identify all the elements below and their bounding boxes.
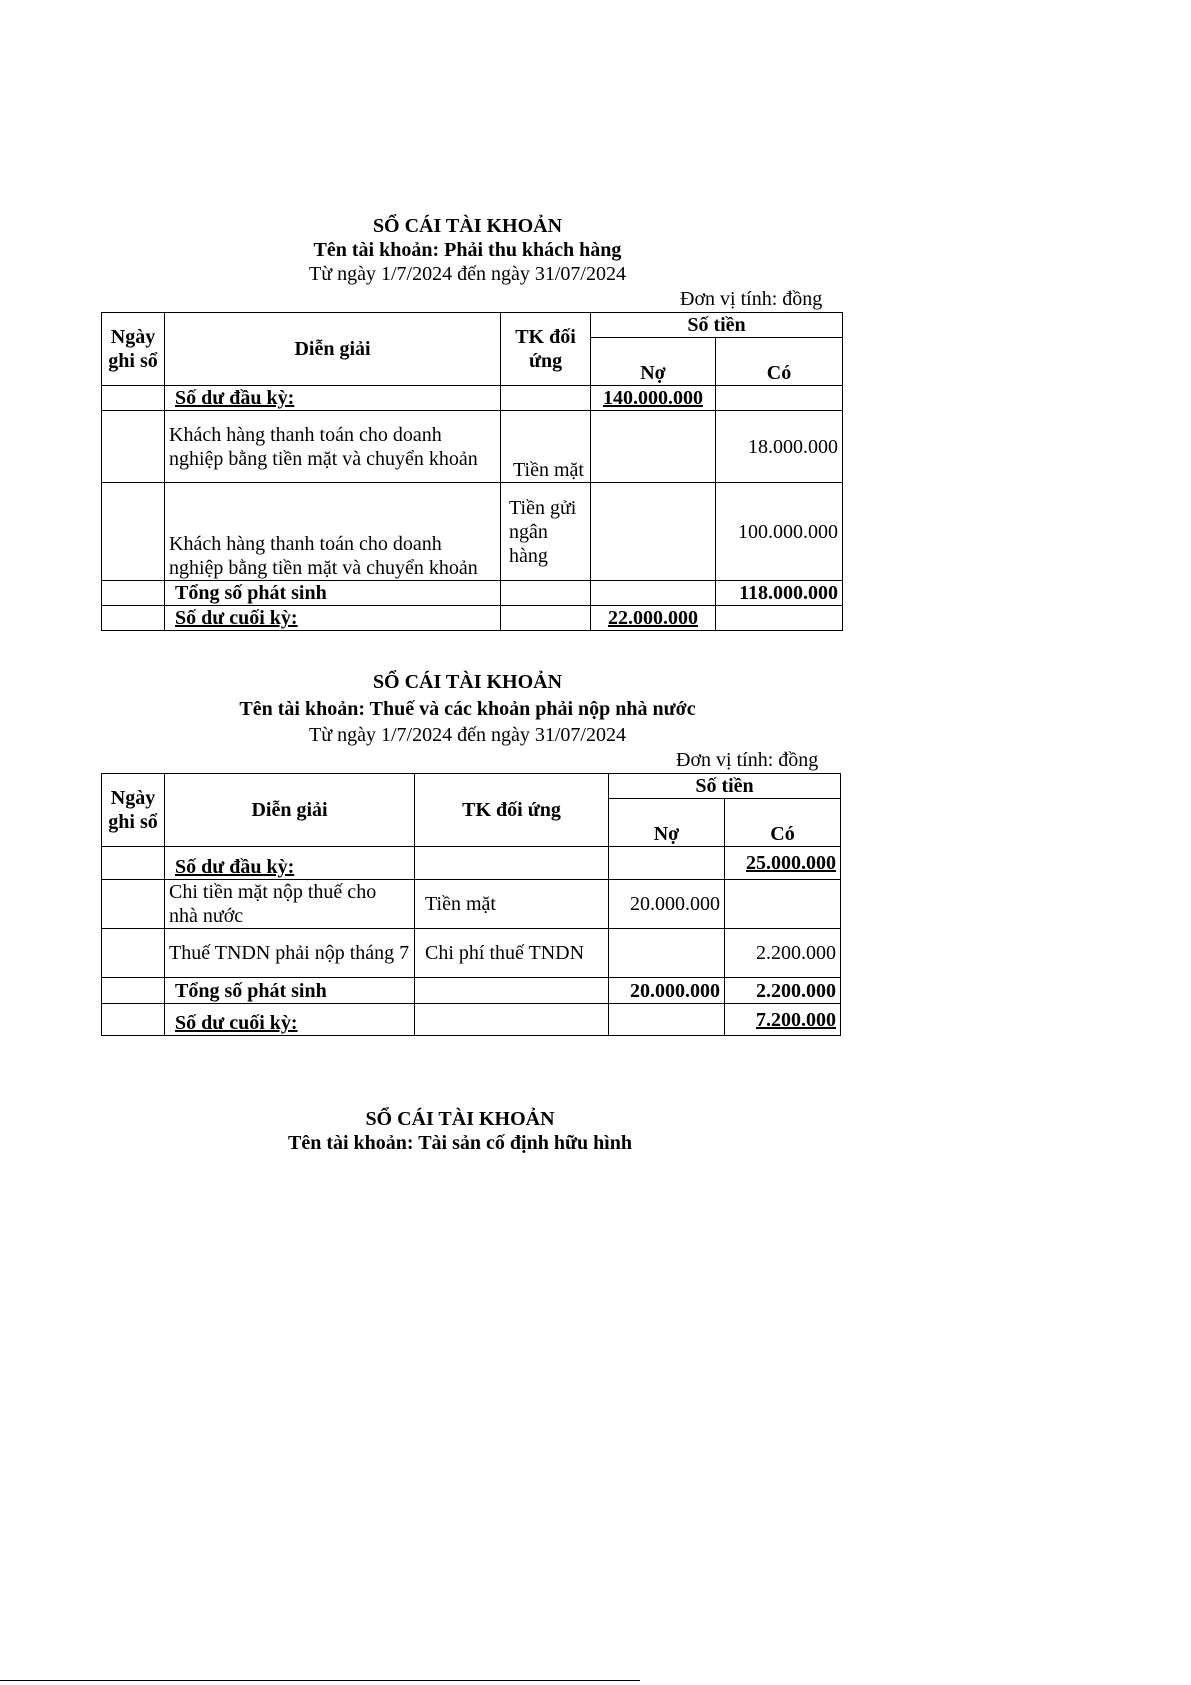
ledger2-row-counter-account: Chi phí thuế TNDN [415,929,609,978]
ledger2-unit: Đơn vị tính: đồng [676,749,819,771]
ledger2-opening-row [102,847,841,880]
ledger1-total-label: Tổng số phát sinh [165,581,501,606]
ledger1-header-amount: Số tiền [591,313,843,338]
ledger2-total-label: Tổng số phát sinh [165,978,415,1004]
ledger1-row-debit [591,483,716,581]
ledger2-period: Từ ngày 1/7/2024 đến ngày 31/07/2024 [309,724,626,746]
ledger1-closing-row [102,606,843,631]
ledger2-table [101,773,841,1036]
ledger2-row-credit: 2.200.000 [725,929,841,978]
ledger2-closing-row [102,1004,841,1036]
ledger1-opening-label: Số dư đầu kỳ: [165,386,501,411]
ledger1-row-counter-account: Tiền mặt [501,411,591,483]
ledger2-header-description: Diễn giải [165,774,415,847]
ledger1-closing-label: Số dư cuối kỳ: [165,606,501,631]
ledger1-period: Từ ngày 1/7/2024 đến ngày 31/07/2024 [309,263,626,285]
ledger1-closing-debit: 22.000.000 [591,606,716,631]
ledger1-opening-credit [716,386,843,411]
ledger1-table [101,312,843,631]
ledger1-header-description: Diễn giải [165,313,501,386]
ledger1-header-counter-account: TK đối ứng [501,313,591,386]
ledger2-row-debit [609,929,725,978]
ledger2-row-counter-account: Tiền mặt [415,880,609,929]
ledger2-title: SỔ CÁI TÀI KHOẢN [372,671,563,693]
ledger1-header-debit: Nợ [591,338,716,386]
table-row [102,880,841,929]
ledger1-row-description: Khách hàng thanh toán cho doanh nghiệp bằng tiền mặt và chuyển khoản [165,411,501,483]
ledger2-header-amount: Số tiền [609,774,841,799]
ledger2-opening-label: Số dư đầu kỳ: [165,847,415,880]
table-row [102,411,843,483]
ledger2-closing-label: Số dư cuối kỳ: [165,1004,415,1036]
ledger2-header-date: Ngày ghi sổ [102,774,165,847]
ledger1-opening-debit: 140.000.000 [591,386,716,411]
ledger2-row-description: Thuế TNDN phải nộp tháng 7 [165,929,415,978]
ledger1-row-credit: 18.000.000 [716,411,843,483]
ledger2-account-name: Tên tài khoản: Thuế và các khoản phải nộp nhà nước [239,698,696,720]
ledger2-row-description: Chi tiền mặt nộp thuế cho nhà nước [165,880,415,929]
ledger1-closing-credit [716,606,843,631]
ledger2-header-debit: Nợ [609,799,725,847]
ledger1-total-debit [591,581,716,606]
ledger2-opening-credit: 25.000.000 [725,847,841,880]
ledger2-header-credit: Có [725,799,841,847]
ledger2-total-credit: 2.200.000 [725,978,841,1004]
ledger2-row-debit: 20.000.000 [609,880,725,929]
ledger1-unit: Đơn vị tính: đồng [680,288,823,310]
ledger1-title: SỔ CÁI TÀI KHOẢN [372,215,563,237]
ledger2-closing-credit: 7.200.000 [725,1004,841,1036]
ledger3-title: SỔ CÁI TÀI KHOẢN [365,1108,555,1130]
ledger2-total-row [102,978,841,1004]
ledger1-total-credit: 118.000.000 [716,581,843,606]
table-row [102,483,843,581]
ledger1-account-name: Tên tài khoản: Phải thu khách hàng [313,239,622,261]
ledger2-row-credit [725,880,841,929]
ledger2-header-counter-account: TK đối ứng [415,774,609,847]
ledger1-row-debit [591,411,716,483]
ledger1-row-counter-account: Tiền gửi ngân hàng [501,483,591,581]
ledger3-account-name: Tên tài khoản: Tài sản cố định hữu hình [287,1132,632,1154]
ledger1-header-date: Ngày ghi sổ [102,313,165,386]
ledger1-row-description: Khách hàng thanh toán cho doanh nghiệp bằng tiền mặt và chuyển khoản [165,483,501,581]
ledger2-opening-debit [609,847,725,880]
ledger2-closing-debit [609,1004,725,1036]
ledger1-total-row [102,581,843,606]
ledger1-header-credit: Có [716,338,843,386]
ledger2-total-debit: 20.000.000 [609,978,725,1004]
page-bottom-divider [0,1680,640,1681]
ledger1-row-credit: 100.000.000 [716,483,843,581]
ledger1-opening-row [102,386,843,411]
table-row [102,929,841,978]
